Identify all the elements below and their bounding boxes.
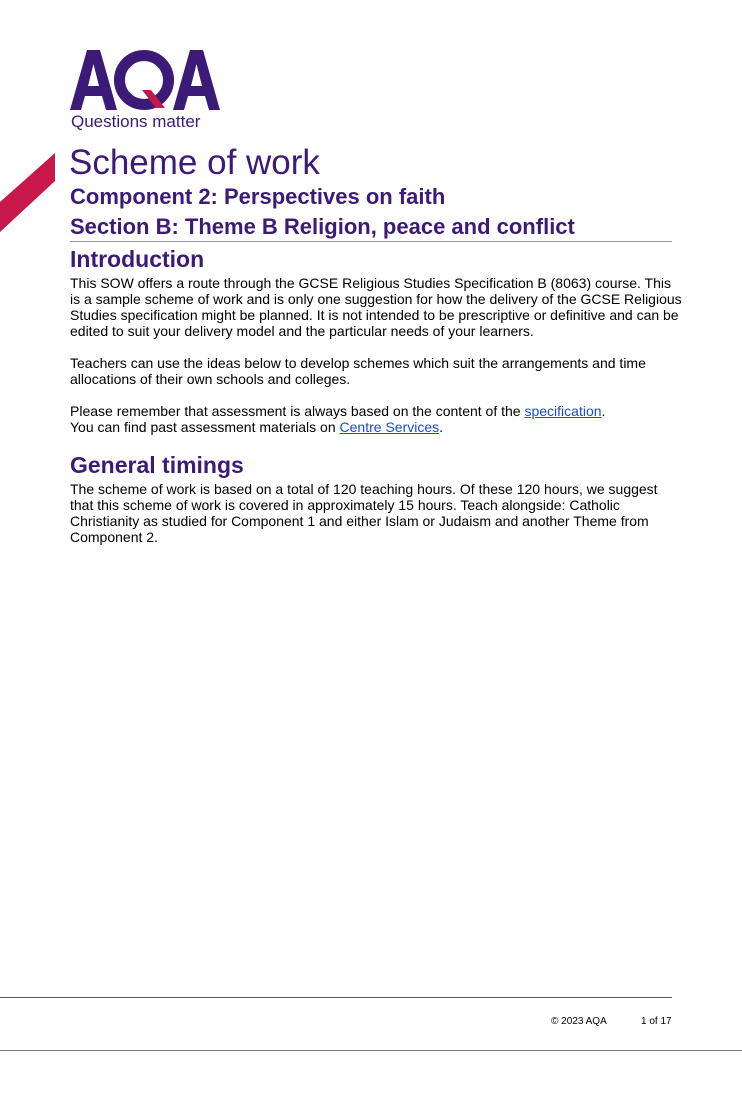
specification-link[interactable]: specification	[524, 403, 602, 419]
para4-suffix: .	[439, 419, 444, 435]
header-divider	[70, 241, 672, 242]
general-timings-heading: General timings	[70, 452, 244, 478]
decorative-red-band	[0, 150, 56, 236]
component-heading: Component 2: Perspectives on faith	[70, 184, 446, 209]
introduction-body	[70, 275, 682, 435]
page-content	[70, 245, 682, 545]
page-bottom-divider	[0, 1050, 742, 1051]
page-title: Scheme of work	[69, 143, 320, 182]
aqa-logo-mark	[70, 50, 220, 110]
general-timings-body: The scheme of work is based on a total of 120 teaching hours. Of these 120 hours, we suggest that this scheme of work is covered in approximately 15 hours. Teach alongside: Catholic Christianity as studied for Component 1 and either Islam or Judaism and another Theme from Component 2.	[70, 481, 658, 545]
intro-paragraph-1: This SOW offers a route through the GCSE Religious Studies Specification B (8063) course. This is a sample scheme of work and is only one suggestion for how the delivery of the GCSE Religious Studies specification might be planned. It is not intended to be prescriptive or definitive and can be edited to suit your delivery model and the particular needs of your learners.	[70, 275, 682, 339]
intro-paragraph-2: Teachers can use the ideas below to develop schemes which suit the arrangements and time allocations of their own schools and colleges.	[70, 355, 646, 387]
introduction-heading: Introduction	[70, 246, 205, 272]
footer-copyright: © 2023 AQA	[551, 1016, 607, 1027]
section-heading: Section B: Theme B Religion, peace and conflict	[70, 214, 575, 239]
para3-prefix: Please remember that assessment is always based on the content of the	[70, 403, 525, 419]
aqa-logo	[70, 50, 230, 132]
intro-paragraph-4	[70, 419, 682, 435]
para3-suffix: .	[601, 403, 606, 419]
footer-divider	[0, 997, 672, 998]
centre-services-link[interactable]: Centre Services	[339, 419, 440, 435]
para4-prefix: You can find past assessment materials on	[70, 419, 340, 435]
intro-paragraph-3	[70, 403, 682, 419]
footer-page-number: 1 of 17	[641, 1016, 672, 1027]
logo-tagline: Questions matter	[71, 112, 201, 131]
